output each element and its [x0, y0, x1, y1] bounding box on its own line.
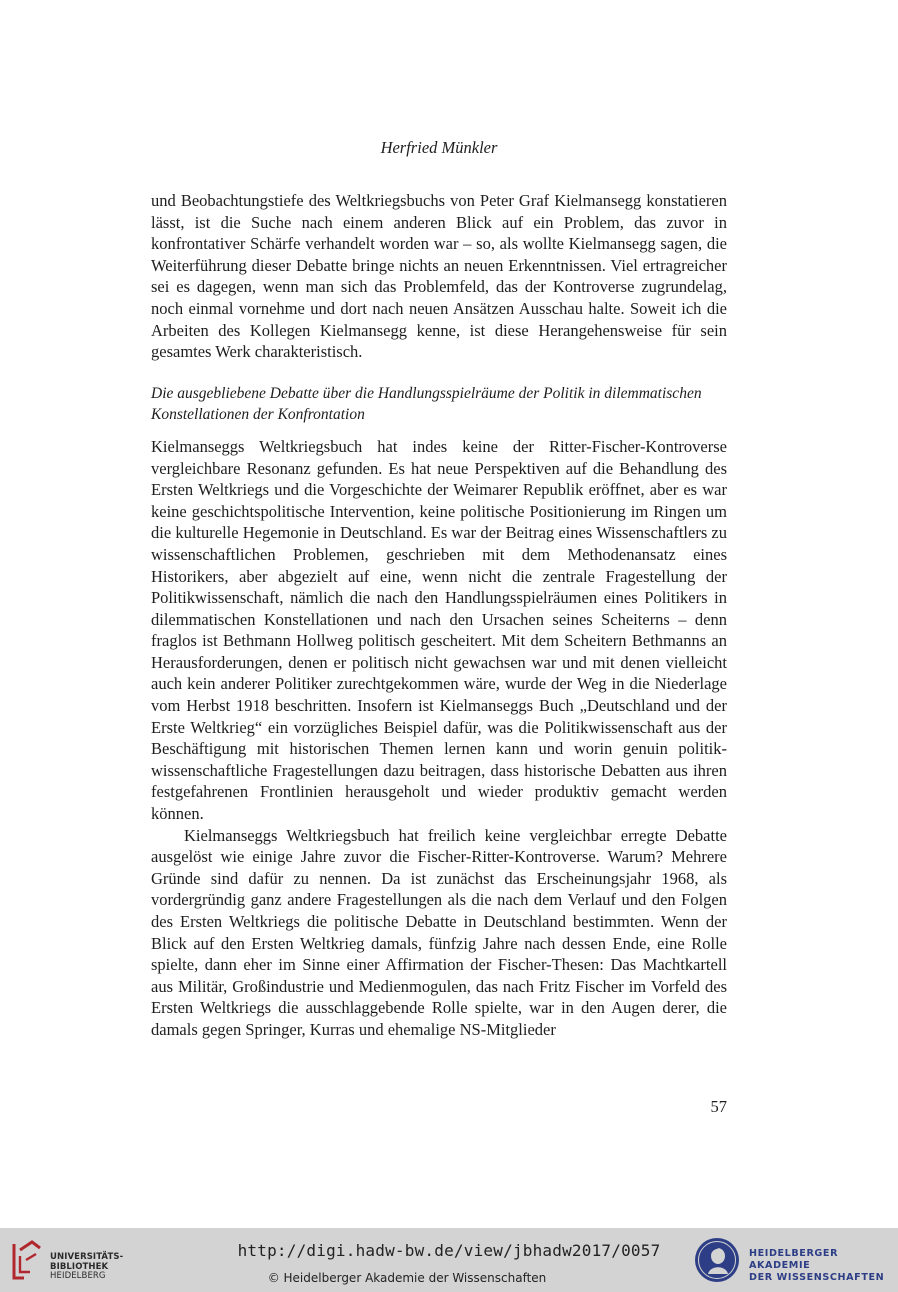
running-head: Herfried Münkler — [380, 138, 498, 157]
library-logo-line-1: UNIVERSITÄTS- — [50, 1252, 124, 1262]
body-text — [151, 190, 727, 1041]
page-number: 57 — [710, 1097, 727, 1116]
academy-logo-text — [749, 1248, 893, 1284]
paragraph-body-1: Kielmanseggs Weltkriegsbuch hat indes keine der Ritter-Fischer-Kontroverse vergleichbare Resonanz gefunden. Es hat neue Perspektiven auf die Behandlung des Ersten Weltkriegs und die Vorgeschichte der Weimarer Republik eröffnet, aber es war keine geschichtspolitische Intervention, keine politische Positionierung im Ringen um die kulturelle Hegemonie in Deutschland. Es war der Beitrag eines Wissenschaftlers zu wissenschaftlichen Problemen, geschrieben mit dem Methodenansatz eines Historikers, aber abgezielt auf eine, wenn nicht die zentrale Fragestellung der Politikwissenschaft, nämlich die nach den Handlungsspielräumen eines Politikers in dilemmatischen Konstellationen und nach den Ursachen seines Scheiterns – denn fraglos ist Bethmann Hollweg politisch gescheitert. Mit dem Scheitern Bethmanns an Herausforderungen, denen er politisch nicht gewachsen war und mit denen vielleicht auch kein anderer Politiker zurechtgekommen wäre, wurde der Weg in die Niederlage vom Herbst 1918 beschritten. Insofern ist Kielmanseggs Buch „Deutschland und der Erste Weltkrieg“ ein vorzügliches Beispiel dafür, was die Politikwissenschaft aus der Beschäftigung mit historischen Themen lernen kann und worin genuin politikwissenschaftliche Fragestellungen dazu beitragen, dass historische Debatten aus ihren festgefahrenen Frontlinien herausgeholt und wieder produktiv gemacht werden können. — [151, 436, 727, 824]
permalink-url[interactable]: http://digi.hadw-bw.de/view/jbhadw2017/0057 — [237, 1241, 661, 1260]
footer-bar — [0, 1228, 898, 1292]
academy-logo-line-1: HEIDELBERGER AKADEMIE — [749, 1248, 839, 1271]
copyright-notice: © Heidelberger Akademie der Wissenschaften — [267, 1271, 547, 1285]
library-logo-line-2: BIBLIOTHEK — [50, 1261, 109, 1272]
academy-logo[interactable] — [693, 1236, 893, 1286]
academy-logo-line-2: DER WISSENSCHAFTEN — [749, 1272, 885, 1283]
section-heading: Die ausgebliebene Debatte über die Handlungsspielräume der Politik in dilemmatischen Konstellationen der Konfrontation — [151, 384, 702, 424]
library-logo-line-3: HEIDELBERG — [50, 1271, 106, 1281]
academy-seal-icon — [693, 1236, 741, 1284]
paragraph-intro: und Beobachtungstiefe des Weltkriegsbuchs von Peter Graf Kielmansegg konstatieren lässt, ist die Suche nach einem anderen Blick auf ein Problem, das zuvor in konfrontativer Schärfe verhandelt worden war – so, als wollte Kielmansegg sagen, die Weiterführung dieser Debatte bringe nichts an neuen Erkenntnissen. Viel ertragreicher sei es dagegen, wenn man sich das Problemfeld, das der Kontroverse zugrundelag, noch einmal vornehme und dort nach neuen Ansätzen Ausschau halte. Soweit ich die Arbeiten des Kollegen Kielmansegg kenne, ist diese Herangehensweise für sein gesamtes Werk charakteristisch. — [151, 191, 727, 362]
paragraph-body-2: Kielmanseggs Weltkriegsbuch hat freilich keine vergleichbar erregte Debatte ausgelöst wie einige Jahre zuvor die Fischer-Ritter-Kontroverse. Warum? Mehrere Gründe sind dafür zu nennen. Da ist zunächst das Erscheinungsjahr 1968, als vordergründig ganz andere Fragestellungen als die nach dem Verlauf und den Folgen des Ersten Weltkriegs die politische Debatte in Deutschland bestimmten. Wenn der Blick auf den Ersten Weltkrieg damals, fünfzig Jahre nach dessen Ende, eine Rolle spielte, dann eher im Sinne einer Affirmation der Fischer-Thesen: Das Machtkartell aus Militär, Großindustrie und Medienmogulen, das nach Fritz Fischer im Vorfeld des Ersten Weltkriegs die ausschlaggebende Rolle spielte, war in den Augen derer, die damals gegen Springer, Kurras und ehemalige NS-Mitglieder — [151, 825, 727, 1039]
